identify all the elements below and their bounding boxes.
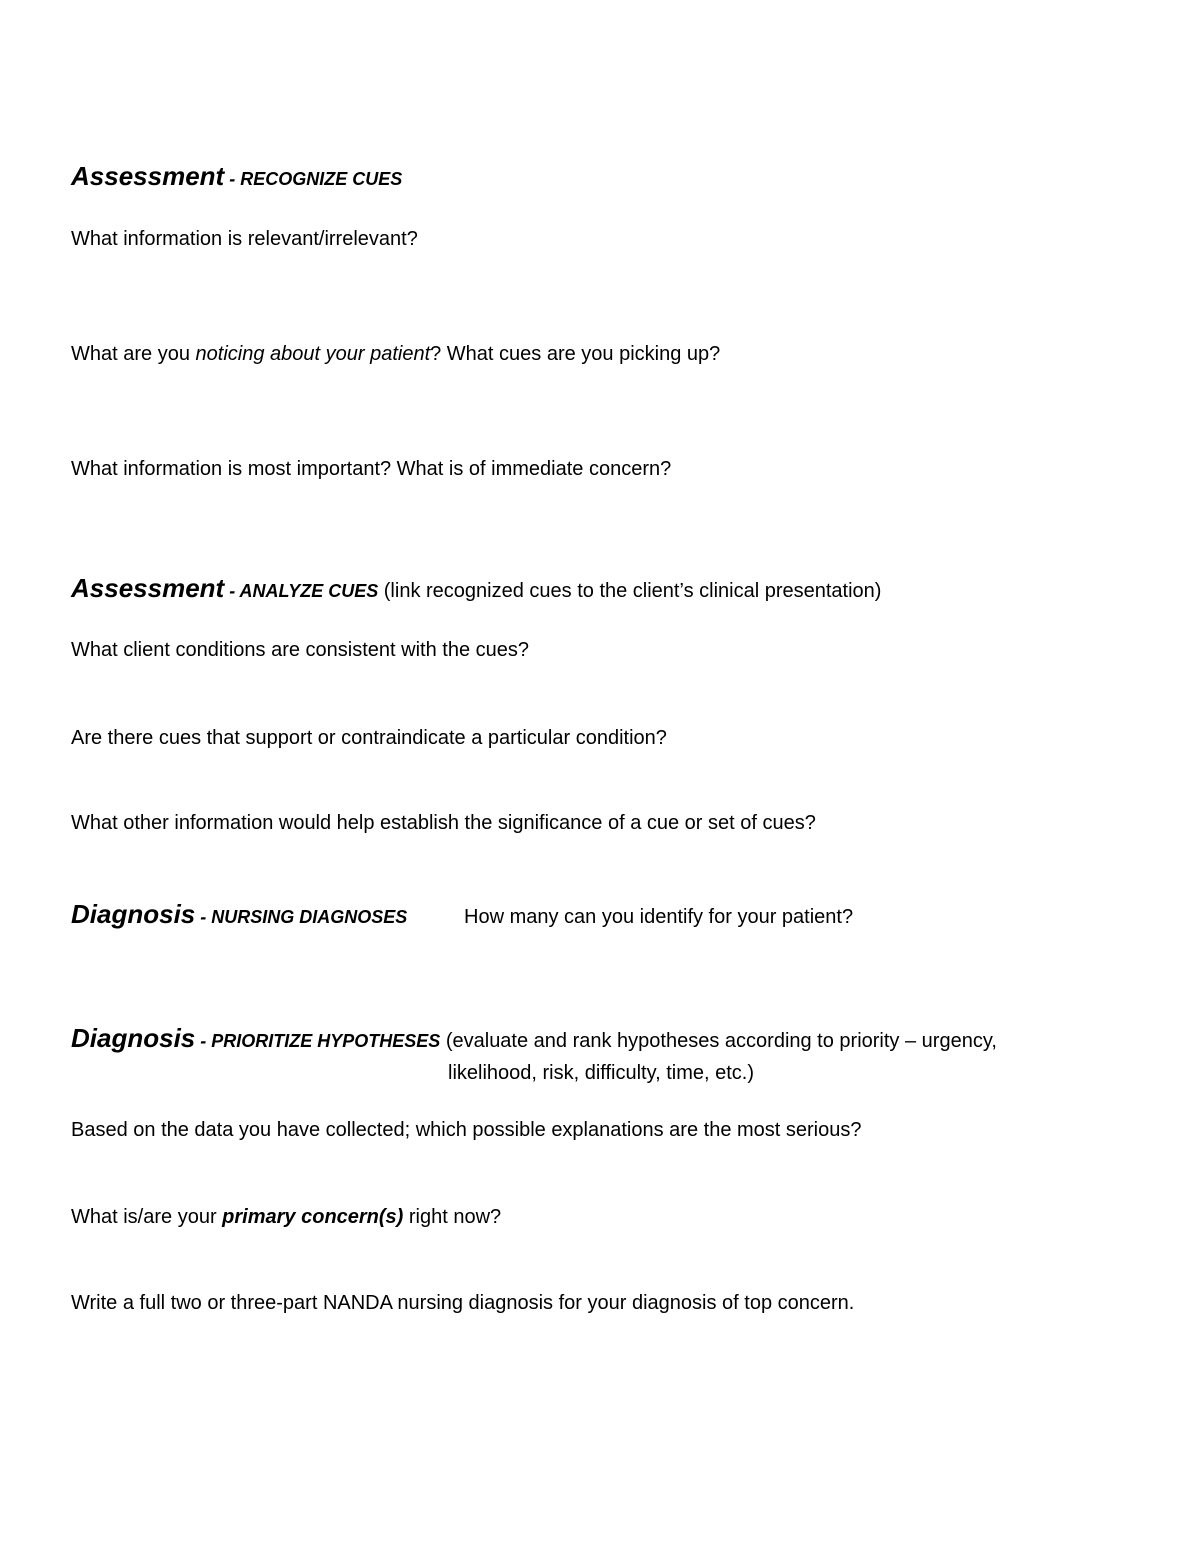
heading-prioritize-hypotheses (71, 1025, 997, 1054)
heading-note: How many can you identify for your patient? (464, 906, 854, 928)
question-relevant-info: What information is relevant/irrelevant? (71, 228, 418, 250)
heading-title: Assessment (71, 161, 225, 191)
question-noticing (71, 341, 720, 367)
question-most-important: What information is most important? What is of immediate concern? (71, 458, 672, 480)
heading-note-continued: likelihood, risk, difficulty, time, etc.) (448, 1062, 755, 1084)
heading-analyze-cues (71, 575, 881, 604)
question-emphasis: noticing about your patient (195, 343, 431, 365)
question-emphasis: primary concern(s) (222, 1206, 404, 1228)
heading-note: (evaluate and rank hypotheses according to priority – urgency, (440, 1030, 997, 1052)
heading-title: Diagnosis (71, 1023, 196, 1053)
heading-title: Assessment (71, 573, 225, 603)
heading-note: (link recognized cues to the client’s clinical presentation) (378, 580, 882, 602)
question-support-contraindicate: Are there cues that support or contraindicate a particular condition? (71, 727, 667, 749)
heading-subtitle: - ANALYZE CUES (224, 581, 379, 601)
heading-subtitle: - NURSING DIAGNOSES (195, 907, 408, 927)
question-primary-concern (71, 1204, 501, 1230)
heading-recognize-cues (71, 163, 402, 192)
question-text: right now? (403, 1206, 502, 1228)
instruction-nanda-diagnosis: Write a full two or three-part NANDA nursing diagnosis for your diagnosis of top concern. (71, 1292, 855, 1314)
heading-title: Diagnosis (71, 899, 196, 929)
question-client-conditions: What client conditions are consistent with the cues? (71, 639, 530, 661)
question-other-information: What other information would help establish the significance of a cue or set of cues? (71, 812, 816, 834)
question-most-serious: Based on the data you have collected; which possible explanations are the most serious? (71, 1119, 862, 1141)
question-text: What is/are your (71, 1206, 223, 1228)
question-text: ? What cues are you picking up? (430, 343, 721, 365)
heading-subtitle: - RECOGNIZE CUES (224, 169, 403, 189)
heading-nursing-diagnoses (71, 901, 407, 930)
heading-subtitle: - PRIORITIZE HYPOTHESES (195, 1031, 441, 1051)
question-text: What are you (71, 343, 196, 365)
